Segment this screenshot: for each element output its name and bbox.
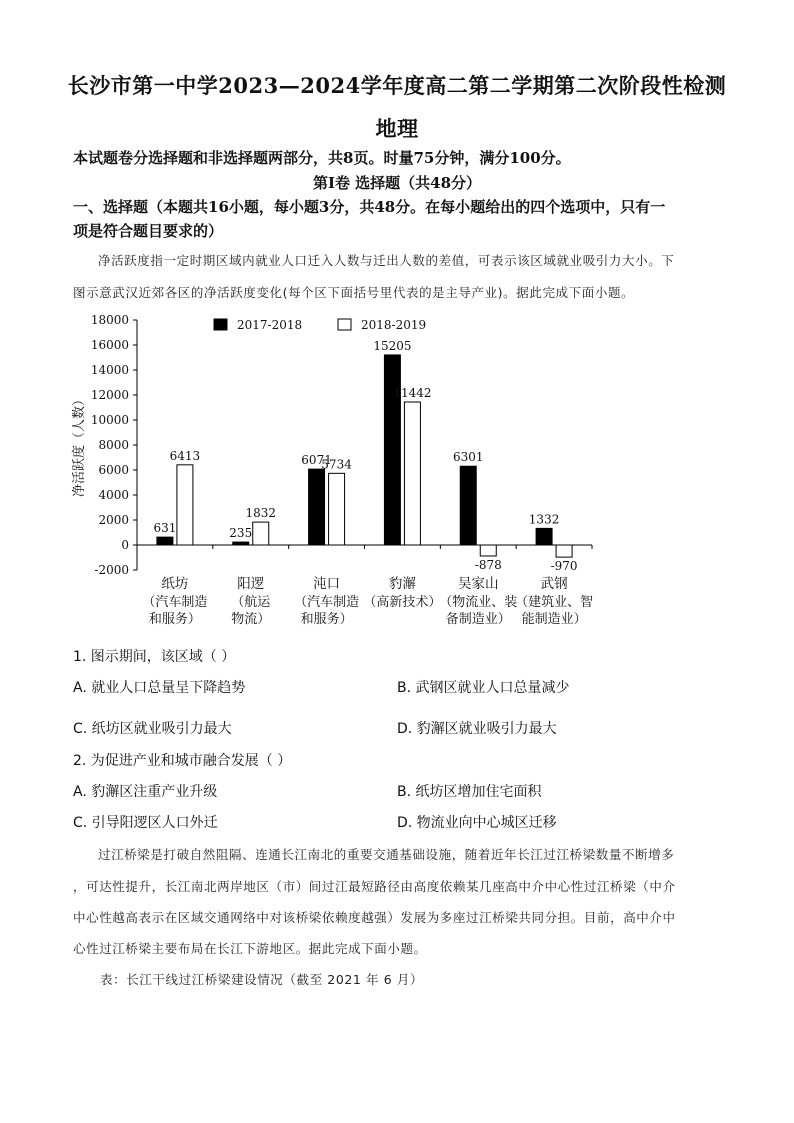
data-label: 5734: [321, 457, 352, 472]
question-2-option-d: D. 物流业向中心城区迁移: [397, 815, 557, 831]
bar: [329, 473, 345, 545]
passage2-line1: 过江桥梁是打破自然阻隔、连通长江南北的重要交通基础设施，随着近年长江过江桥梁数量不断增多: [98, 847, 675, 862]
category-industry-line2: 和服务）: [300, 612, 353, 627]
passage2-line4: 心性过江桥梁主要布局在长江下游地区。据此完成下面小题。: [73, 941, 427, 956]
category-industry-line2: 备制造业）: [445, 612, 511, 627]
y-tick-label: 14000: [90, 363, 129, 377]
data-label: 6301: [452, 450, 484, 465]
passage2-line3: 中心性越高表示在区域交通网络中对该桥梁依赖度越强）发展为多座过江桥梁共同分担。目前，高中介中: [73, 910, 676, 925]
question-1-stem: 1. 图示期间，该区域（ ）: [73, 649, 236, 665]
bar: [253, 522, 269, 545]
data-label: -970: [550, 559, 578, 574]
question-2-option-b: B. 纸坊区增加住宅面积: [397, 784, 542, 800]
legend-swatch: [214, 319, 227, 330]
category-label: 纸坊: [161, 576, 189, 592]
legend-label: 2018-2019: [361, 318, 427, 332]
bar: [177, 465, 193, 545]
category-label: 沌口: [313, 576, 341, 592]
question-2-option-a: A. 豹澥区注重产业升级: [73, 784, 218, 800]
question-2-option-c: C. 引导阳逻区人口外迁: [73, 815, 218, 831]
question-1-option-a: A. 就业人口总量呈下降趋势: [73, 680, 246, 696]
legend-label: 2017-2018: [237, 318, 303, 332]
y-tick-label: 10000: [90, 413, 129, 427]
exam-note: 本试题卷分选择题和非选择题两部分，共8页。时量75分钟，满分100分。: [73, 149, 571, 167]
category-industry-line2: 和服务）: [148, 612, 201, 627]
bar: [536, 528, 552, 545]
data-label: 15205: [373, 338, 412, 353]
category-label: 吴家山: [458, 576, 499, 592]
passage1-line1: 净活跃度指一定时期区域内就业人口迁入人数与迁出人数的差值，可表示该区域就业吸引力大小。下: [98, 253, 675, 268]
bar: [384, 355, 400, 545]
section-instructions-line1: 一、选择题（本题共16小题，每小题3分，共48分。在每小题给出的四个选项中，只有一: [73, 198, 666, 216]
question-1-option-c: C. 纸坊区就业吸引力最大: [73, 721, 232, 737]
y-tick-label: 18000: [90, 313, 129, 327]
subject-title: 地理: [375, 116, 419, 141]
data-label: -878: [474, 557, 502, 572]
y-axis-title: 净活跃度（人数）: [72, 392, 87, 498]
question-2-stem: 2. 为促进产业和城市融合发展（ ）: [73, 753, 292, 769]
category-industry-line1: （汽车制造: [294, 595, 360, 610]
category-industry-line1: （高新技术）: [363, 595, 442, 610]
net-activity-bar-chart: [0, 300, 794, 640]
bar: [460, 466, 476, 545]
y-tick-label: 16000: [90, 338, 129, 352]
data-label: 1332: [528, 512, 560, 527]
y-tick-label: 12000: [90, 388, 129, 402]
y-tick-label: 2000: [98, 513, 129, 527]
part-title: 第Ⅰ卷 选择题（共48分）: [312, 174, 482, 192]
y-tick-label: 0: [121, 538, 129, 552]
bar: [556, 545, 572, 557]
passage2-line2: ，可达性提升，长江南北两岸地区（市）间过江最短路径由高度依赖某几座高中介中心性过江桥梁（中介: [73, 879, 676, 894]
category-industry-line1: （汽车制造: [142, 595, 208, 610]
y-tick-label: -2000: [94, 563, 129, 577]
question-1-option-d: D. 豹澥区就业吸引力最大: [397, 721, 557, 737]
category-industry-line2: 物流）: [231, 612, 271, 627]
passage1-line2: 图示意武汉近郊各区的净活跃度变化(每个区下面括号里代表的是主导产业)。据此完成下面小题。: [73, 285, 635, 300]
category-industry-line1: （物流业、装: [439, 595, 518, 610]
bar: [157, 537, 173, 545]
data-label: 1832: [245, 506, 277, 521]
data-label: 11442: [393, 385, 432, 400]
category-industry-line1: （建筑业、智: [515, 595, 594, 610]
category-industry-line2: 能制造业）: [521, 612, 587, 627]
bar: [309, 469, 325, 545]
bar: [404, 402, 420, 545]
data-label: 235: [229, 526, 253, 541]
table-caption: 表：长江干线过江桥梁建设情况（截至 2021 年 6 月）: [100, 972, 424, 987]
bar: [233, 542, 249, 545]
data-label: 6071: [301, 453, 332, 468]
category-label: 阳逻: [237, 576, 265, 592]
legend-swatch: [338, 319, 351, 330]
y-tick-label: 4000: [98, 488, 129, 502]
question-1-option-b: B. 武钢区就业人口总量减少: [397, 680, 570, 696]
data-label: 631: [153, 521, 177, 536]
y-tick-label: 6000: [98, 463, 129, 477]
y-tick-label: 8000: [98, 438, 129, 452]
data-label: 6413: [169, 448, 201, 463]
category-label: 豹澥: [388, 576, 416, 592]
exam-title: 长沙市第一中学2023—2024学年度高二第二学期第二次阶段性检测: [67, 73, 727, 98]
bar: [480, 545, 496, 556]
category-label: 武钢: [540, 576, 568, 592]
section-instructions-line2: 项是符合题目要求的）: [73, 222, 224, 240]
category-industry-line1: （航运: [231, 595, 271, 610]
